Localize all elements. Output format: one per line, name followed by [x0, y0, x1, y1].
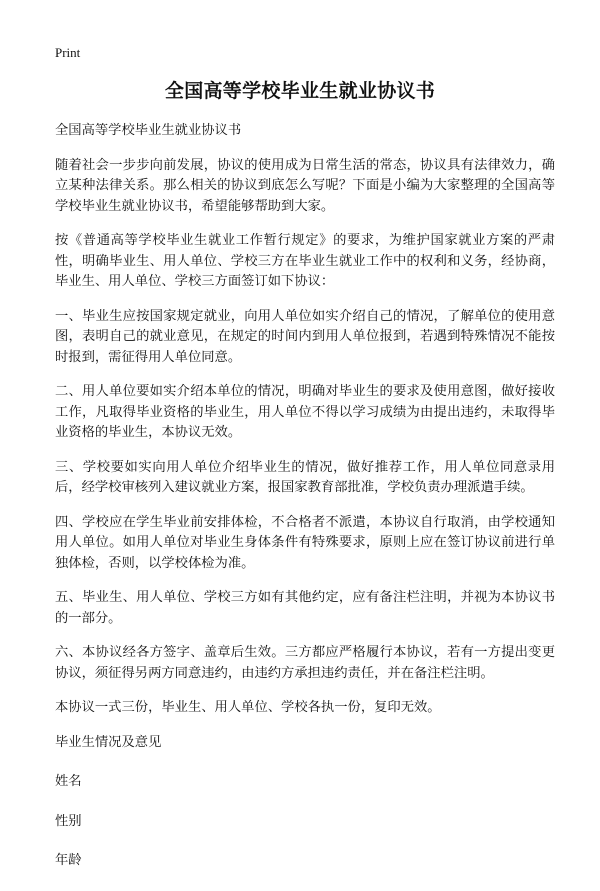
field-name-label: 姓名: [55, 774, 82, 789]
intro-paragraph: 随着社会一步步向前发展，协议的使用成为日常生活的常态，协议具有法律效力，确立某种法律关系。那么相关的协议到底怎么写呢？下面是小编为大家整理的全国高等学校毕业生就业协议书，希望能够帮助到大家。: [55, 157, 555, 214]
copies-note: 本协议一式三份，毕业生、用人单位、学校各执一份，复印无效。: [55, 700, 441, 715]
clause-3: 三、学校要如实向用人单位介绍毕业生的情况，做好推荐工作，用人单位同意录用后，经学校审核列入建议就业方案，报国家教育部批准，学校负责办理派遣手续。: [55, 459, 555, 495]
print-link[interactable]: Print: [55, 45, 81, 60]
field-age-label: 年龄: [55, 853, 82, 868]
clause-2: 二、用人单位要如实介绍本单位的情况，明确对毕业生的要求及使用意图，做好接收工作，凡取得毕业资格的毕业生，用人单位不得以学习成绩为由提出违约，未取得毕业资格的毕业生，本协议无效。: [55, 384, 555, 440]
field-gender-label: 性别: [55, 813, 82, 829]
clause-5: 五、毕业生、用人单位、学校三方如有其他约定，应有备注栏注明，并视为本协议书的一部分。: [55, 590, 555, 626]
document-subtitle: 全国高等学校毕业生就业协议书: [55, 123, 242, 138]
document-title: 全国高等学校毕业生就业协议书: [164, 80, 436, 102]
preamble-paragraph: 按《普通高等学校毕业生就业工作暂行规定》的要求，为维护国家就业方案的严肃性，明确毕业生、用人单位、学校三方在毕业生就业工作中的权利和义务，经协商，毕业生、用人单位、学校三方面签订如下协议：: [55, 233, 555, 289]
clause-4: 四、学校应在学生毕业前安排体检，不合格者不派遣，本协议自行取消，由学校通知用人单位。如用人单位对毕业生身体条件有特殊要求，原则上应在签订协议前进行单独体检，否则，以学校体检为准。: [55, 514, 555, 571]
document-body: [55, 121, 555, 891]
clause-6: 六、本协议经各方签字、盖章后生效。三方都应严格履行本协议，若有一方提出变更协议，须征得另两方同意违约，由违约方承担违约责任，并在备注栏注明。: [55, 645, 555, 681]
graduate-section-heading: 毕业生情况及意见: [55, 734, 162, 750]
clause-1: 一、毕业生应按国家规定就业，向用人单位如实介绍自己的情况，了解单位的使用意图，表明自己的就业意见，在规定的时间内到用人单位报到，若遇到特殊情况不能按时报到，需征得用人单位同意。: [55, 308, 555, 365]
